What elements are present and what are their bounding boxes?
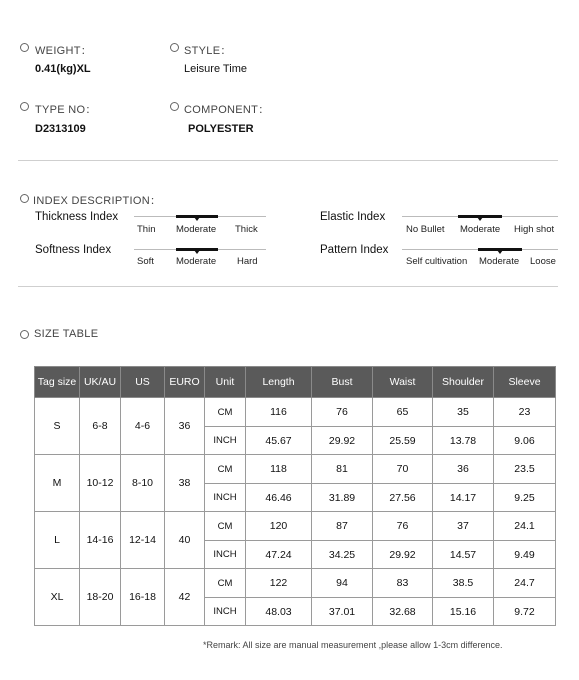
column-header: Shoulder [433, 367, 494, 398]
component-value: POLYESTER [188, 123, 254, 135]
divider [18, 160, 558, 161]
measurement-cell: 81 [312, 455, 373, 484]
tag-size-cell: L [35, 512, 80, 569]
measurement-cell: 9.06 [494, 427, 556, 455]
column-header: UK/AU [80, 367, 121, 398]
softness-option: Hard [237, 256, 258, 267]
measurement-cell: 94 [312, 569, 373, 598]
pattern-option: Moderate [479, 256, 520, 267]
unit-cell: CM [205, 512, 246, 541]
pattern-index-label: Pattern Index [320, 244, 389, 256]
euro-cell: 40 [165, 512, 205, 569]
measurement-cell: 37 [433, 512, 494, 541]
measurement-cell: 31.89 [312, 484, 373, 512]
measurement-cell: 9.25 [494, 484, 556, 512]
softness-option: Moderate [176, 256, 217, 267]
divider [18, 286, 558, 287]
pattern-pointer-icon [497, 250, 503, 254]
tag-size-cell: XL [35, 569, 80, 626]
measurement-cell: 70 [373, 455, 433, 484]
elastic-option: High shot [514, 224, 555, 235]
measurement-cell: 87 [312, 512, 373, 541]
weight-label: WEIGHT： [35, 45, 93, 57]
measurement-cell: 15.16 [433, 598, 494, 626]
bullet-icon [170, 102, 179, 111]
weight-value: 0.41(kg)XL [35, 63, 91, 75]
column-header: Sleeve [494, 367, 556, 398]
measurement-cell: 24.1 [494, 512, 556, 541]
measurement-cell: 118 [246, 455, 312, 484]
measurement-cell: 48.03 [246, 598, 312, 626]
unit-cell: CM [205, 455, 246, 484]
measurement-cell: 14.57 [433, 541, 494, 569]
measurement-cell: 23.5 [494, 455, 556, 484]
component-label: COMPONENT： [184, 104, 270, 116]
table-header-row [35, 367, 556, 398]
remark-text: *Remark: All size are manual measurement ,please allow 1-3cm difference. [203, 640, 503, 650]
thickness-option: Moderate [176, 224, 217, 235]
measurement-cell: 46.46 [246, 484, 312, 512]
measurement-cell: 24.7 [494, 569, 556, 598]
measurement-cell: 23 [494, 398, 556, 427]
euro-cell: 42 [165, 569, 205, 626]
size-table-heading: SIZE TABLE [34, 328, 99, 340]
table-row [35, 455, 556, 484]
unit-cell: CM [205, 398, 246, 427]
thickness-pointer-icon [194, 217, 200, 221]
uk-au-cell: 6-8 [80, 398, 121, 455]
elastic-option: No Bullet [406, 224, 445, 235]
table-row [35, 398, 556, 427]
bullet-icon [20, 43, 29, 52]
measurement-cell: 35 [433, 398, 494, 427]
measurement-cell: 27.56 [373, 484, 433, 512]
euro-cell: 36 [165, 398, 205, 455]
style-label: STYLE： [184, 45, 232, 57]
softness-pointer-icon [194, 250, 200, 254]
measurement-cell: 116 [246, 398, 312, 427]
size-table [34, 366, 556, 626]
measurement-cell: 47.24 [246, 541, 312, 569]
bullet-icon [20, 194, 29, 203]
measurement-cell: 14.17 [433, 484, 494, 512]
unit-cell: INCH [205, 541, 246, 569]
measurement-cell: 9.72 [494, 598, 556, 626]
measurement-cell: 37.01 [312, 598, 373, 626]
measurement-cell: 83 [373, 569, 433, 598]
us-cell: 8-10 [121, 455, 165, 512]
type-value: D2313109 [35, 123, 86, 135]
column-header: Length [246, 367, 312, 398]
measurement-cell: 9.49 [494, 541, 556, 569]
bullet-icon [20, 102, 29, 111]
unit-cell: INCH [205, 427, 246, 455]
uk-au-cell: 14-16 [80, 512, 121, 569]
column-header: Waist [373, 367, 433, 398]
table-row [35, 569, 556, 598]
uk-au-cell: 10-12 [80, 455, 121, 512]
measurement-cell: 45.67 [246, 427, 312, 455]
tag-size-cell: S [35, 398, 80, 455]
measurement-cell: 120 [246, 512, 312, 541]
tag-size-cell: M [35, 455, 80, 512]
measurement-cell: 34.25 [312, 541, 373, 569]
table-body [35, 398, 556, 626]
measurement-cell: 76 [373, 512, 433, 541]
column-header: Bust [312, 367, 373, 398]
unit-cell: INCH [205, 484, 246, 512]
euro-cell: 38 [165, 455, 205, 512]
measurement-cell: 32.68 [373, 598, 433, 626]
measurement-cell: 29.92 [312, 427, 373, 455]
measurement-cell: 36 [433, 455, 494, 484]
table-row [35, 512, 556, 541]
measurement-cell: 122 [246, 569, 312, 598]
softness-option: Soft [137, 256, 154, 267]
column-header: US [121, 367, 165, 398]
us-cell: 12-14 [121, 512, 165, 569]
column-header: Tag size [35, 367, 80, 398]
thickness-option: Thick [235, 224, 258, 235]
column-header: Unit [205, 367, 246, 398]
measurement-cell: 76 [312, 398, 373, 427]
unit-cell: CM [205, 569, 246, 598]
unit-cell: INCH [205, 598, 246, 626]
us-cell: 4-6 [121, 398, 165, 455]
bullet-icon [170, 43, 179, 52]
bullet-icon [20, 330, 29, 339]
softness-index-label: Softness Index [35, 244, 112, 256]
us-cell: 16-18 [121, 569, 165, 626]
elastic-option: Moderate [460, 224, 501, 235]
pattern-option: Self cultivation [406, 256, 468, 267]
thickness-option: Thin [137, 224, 156, 235]
elastic-pointer-icon [477, 217, 483, 221]
index-heading: INDEX DESCRIPTION： [33, 195, 162, 207]
column-header: EURO [165, 367, 205, 398]
uk-au-cell: 18-20 [80, 569, 121, 626]
elastic-index-label: Elastic Index [320, 211, 386, 223]
measurement-cell: 65 [373, 398, 433, 427]
measurement-cell: 13.78 [433, 427, 494, 455]
type-label: TYPE NO： [35, 104, 97, 116]
thickness-index-label: Thickness Index [35, 211, 119, 223]
measurement-cell: 29.92 [373, 541, 433, 569]
style-value: Leisure Time [184, 63, 247, 75]
measurement-cell: 25.59 [373, 427, 433, 455]
measurement-cell: 38.5 [433, 569, 494, 598]
pattern-option: Loose [530, 256, 556, 267]
